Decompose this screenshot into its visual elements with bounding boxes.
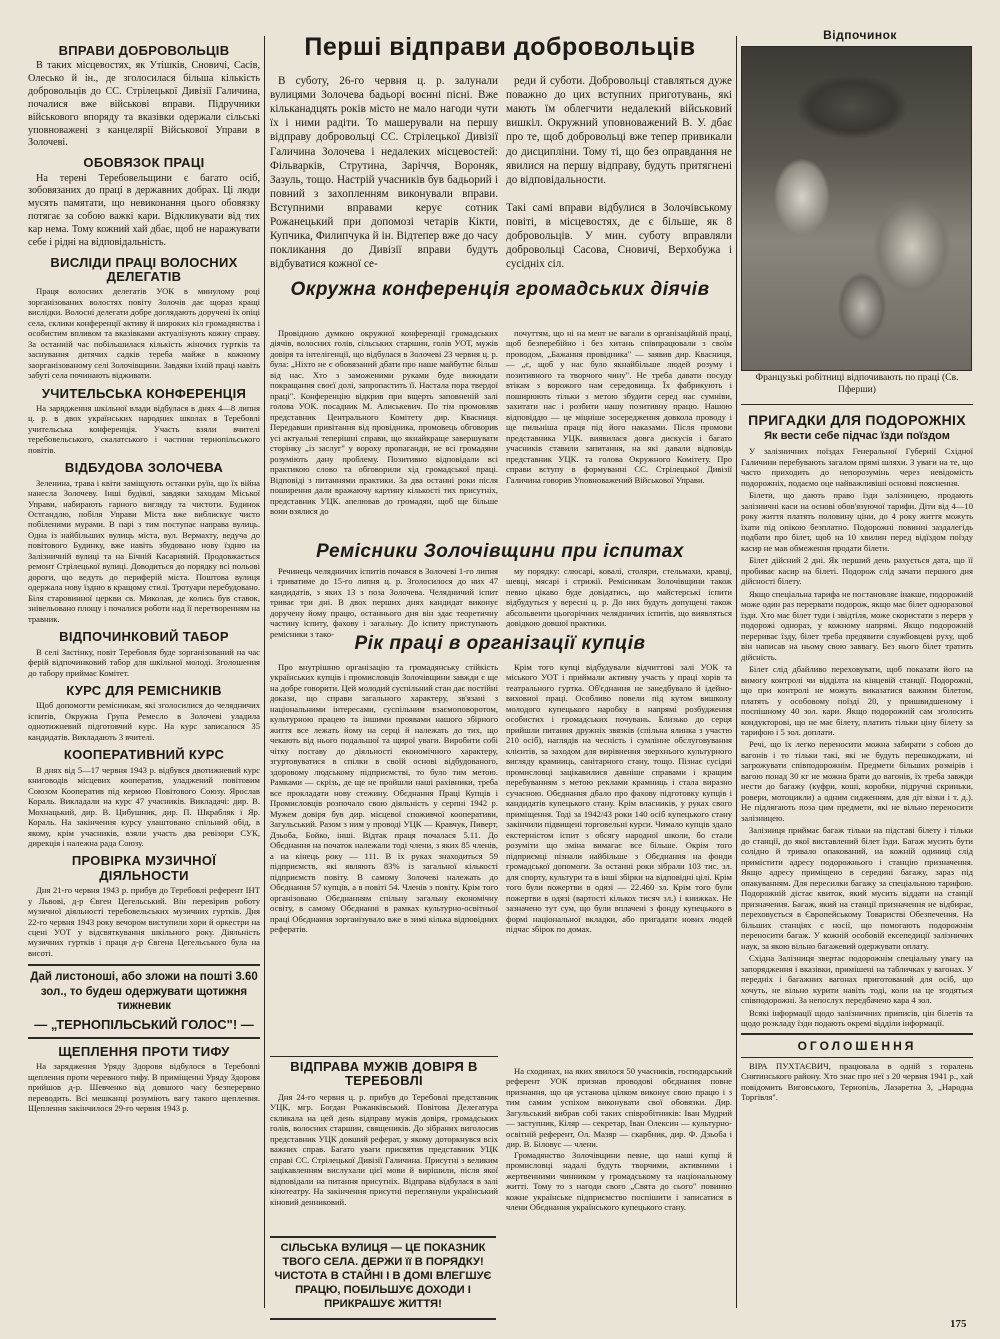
section-text: Дня 21-го червня 1943 р. прибув до Теребовлі референт ІНТ у Львові, д-р Євген Цегельський. Він перевірив роботу музичної діяльності теребовельських музичних гуртків. Дня 22-го червня 1943 року вечором виступили хори й оркестри на сцені УОТ у відсвяткування шкільного року. Діяльність музичних гуртків і праця д-р Євгена Цегельського була на висоті. — [28, 885, 260, 958]
photo-resting-workers — [741, 46, 972, 371]
column-rule — [264, 36, 265, 1308]
section-title: КУРС ДЛЯ РЕМІСНИКІВ — [66, 683, 222, 699]
headline-craftsmen: Ремісники Золочівщини при іспитах — [316, 541, 684, 562]
section-title: УЧИТЕЛЬСЬКА КОНФЕРЕНЦІЯ — [41, 385, 247, 401]
article-volunteers-right: реди й суботи. Добровольці ставляться дуже поважно до цих вступних приготувань, які мають їм облегчити недалекий військовий вишкіл. Окружний уповноважений В. У. дбає про те, щоб добровольці вже тепер привикали до дисципліни. Тому ті, що без оправдання не явилися на першу відправу, будуть притягнені до відповідальности. Такі самі вправи відбулися в Золочівському повіті, в місцевостях, де є більше, як 8 добровольців. У мин. суботу вправляли добровольці Сасова, Сновичі, Верхобужа і сусідніх сіл. — [506, 75, 732, 271]
headline-volunteers: Перші відправи добровольців — [304, 33, 696, 61]
article-merchants-right-3: Громадянство Золочівщини певне, що наші купці й промисловці надалі будуть творчими, активними і жертвенними чинником у громадському та національному житті. Тому то з нагоди свого „Свята до сього" повинно кожне українське підприємство поспішити і записатися в члени Обєднання українського купецького стану. — [506, 1150, 732, 1213]
column-rule — [736, 36, 737, 1308]
article-merchants-right: Крім того купці відбудували відчиттові залі УОК та міського УОТ і приймали активну участь у праці хорів та театрального гуртка. Об'єднання не занедбувало й ідейно-виховної праці. Особливо повели під кутом вишколу молодого купецького наробку в напрямі розбудження особистих і громадських почувань. Близько до серця прийшли питання дружніх звязків (спільна ялинка з участю 210 осіб), наглядів на чесність і сумлінне обслуговування клієнтів, за заходом для вирівнення зверхнього культурного вигляду крамниць, санітарного стану, тощо. Пізнає сусідні промисловці зацікавилися давніше справами і кращим перебуванням з метою реклами крамниць і стала виразно сучасною. Обєднання дбало про фахову підготовку купців і кандидатів купецького стану. Крім власників, у руках свого приміщення. Тоді за 1942/43 роки 140 осіб купецького стану закінчили підвищені торговельні курси. Чимало купців здало екстерністом іспит з обсягу народної школи, бо стали розуміти що зміна вимагає все більше. Окрім того підприємці пізнали найбільше з Обєднання на фонди громадської допомоги. За останні роки зібрали 103 тис. зл. для спорту, культури та в інші збірки на відповідні цілі. Крім того були пожертви в одязі — 22.460 зл. Крім того були пожертви в одязі (вартості кількох тисяч зл.) і книжках. Не зазначено тут сум, що були вплачені з фонду купецького в формі національної вкладки, або пригадати нових людей підчас збірок по домах. — [506, 662, 732, 935]
section-title: ВИСЛІДИ ПРАЦІ ВОЛОСНИХ ДЕЛЕГАТІВ — [50, 254, 238, 284]
section-title: КООПЕРАТИВНИЙ КУРС — [63, 747, 225, 763]
section-title: ВІДПРАВА МУЖІВ ДОВІРЯ В ТЕРЕБОВЛІ — [290, 1059, 478, 1089]
section-text: В селі Застінку, повіт Теребовля буде зорганізований на час ферій відпочинковий табор для шкільної молоді. Зголошення до табору приймає Комітет. — [28, 646, 260, 678]
right-column — [741, 404, 973, 1308]
travel-paragraph: Всякі інформації щодо залізничних приписів, цін білетів та щодо розкладу їзди подають окремі відділи інформації. — [741, 1007, 973, 1029]
travel-paragraph: Білети, що дають право їзди залізницею, продають залізничні каси на основі обов'язуючої тарифи. Діти від 4—10 року життя платять половину ціни, до 4 року життя можуть їхати під опікою безплатно. Подорожні повинні заздалегідь подбати про білет, щоб на 10 хвилин перед відїздом поїзду касир не мав обмеження продати білети. — [741, 490, 973, 553]
article-craftsmen-right: му порядку: слюсарі, ковалі, столяри, стельмахи, кравці, шевці, мясарі і стрижії. Ремісникам Золочівщини також певно цікаво буде довідатись, що майстерські іспити відбудуться у вересні ц. р. До них будуть допущені також абсольвенти цьогорічних челядничих іспитів, що виявляться довідкою довшої практики. — [506, 566, 732, 629]
newspaper-name: — „ТЕРНОПІЛЬСЬКИЙ ГОЛОС"! — — [34, 1016, 254, 1032]
headline-conference: Окружна конференція громадських діячів — [290, 279, 710, 300]
section-title: ВІДПОЧИНКОВИЙ ТАБОР — [59, 629, 229, 645]
section-text: Зеленина, трава і квіти заміщують останки руїн, що їх війна нанесла Золочеву. Інші будівлі, завдяки заходам Міської Управи, набирають гарного вигляду та чистоти. Будинок Остгандлю, побіля Управи Міста вже виблискує чисто побіленими мурами. В парі з тим поступає направа вулиць. Одна із найбільших вулиць міста, вул. Вермахту, ведуча до повітового Будинку, вже навіть збудовано нову їздню на Залізничній вулиці та на Бічній Касарняній. Продовжається ремонт Стрілецької вулиці. Доводиться до порядку всі польові дороги, що ведуть до периферій міста. Поштова вулиця одержала нову їздню в кращому стилі. Тротуари перебудовано. Біля старовинної церкви св. Миколая, де колись був ставок, знівельовано площу і почалися роботи над її перетворенням на травник. — [28, 477, 260, 624]
section-text: Праця волосних делегатів УОК в минулому році зорганізованих волостях повіту Золочів дає щораз кращі вислідки. Волосні делегати добре доглядають доручені їх опіці села, склики конференції активу й широких кіл громадянства і особистим впливом та вказівками актуалізують кожну справу. За останній час побільшилася кількість жіночих гуртків та заснування дитячих садків тереба майже в кожному заорганізованому селі Золочівщини. Завдяки їхній праці навіть забуті села починають відживати. — [28, 286, 260, 381]
article-terebovlya: Дня 24-го червня ц. р. прибув до Теребовлі представник УЦК, мгр. Богдан Рожанківський. Повітова Делегатура скликала на цей день відправу мужів довіря, громадських голів, волосних старшин, священиків. До зібраних виголосив представник УЦК довший реферат, у якому доторкнувся всіх важних справ. Багато уваги присвятив представник УЦК справі СС. Стрілецької Дивізії Галичина. Присутні з великим зацікавленням вислухали цієї мови й вирішили, після якої відповідали на питання присутніх. Відправа відбулася в залі кінотеатру. На закінчення присутні переглянули український кіновий денниковий. — [270, 1092, 498, 1207]
travel-paragraph: У залізничних поїздах Генеральної Губернії Східної Галичини перебувають загалом прямі шляхи. З уваги на те, що часто приходить до непорозумінь через невідомість подорожніх, подаємо оце найважливіші основні пояснення. — [741, 446, 973, 488]
announcements-title: ОГОЛОШЕННЯ — [797, 1038, 917, 1053]
section-title: ЩЕПЛЕННЯ ПРОТИ ТИФУ — [58, 1043, 230, 1059]
article-merchants-left: Про внутрішню організацію та громадянську стійкість українських купців і промисловців Золочівщини завжди є ще на добре говорити. Цей молодий суспільний стан дає постійні докази, що справи загального характеру, зв'язані з національними інтересами, суспільним взаємоповоротом, культурною працею та іншими проявами нашого збірного життя все лежать йому на серці й належать до тих, що чекають від нього подальшої та щирої уваги. Виробити собі чітку поставу до діяльності економічного характеру, згуртовуватися в спілки в своїй основі відбудованого, здоровому людському підприємстві, то було тим метою. Рамками — скрізь, де ще не пройшли наші рахівники, треба все прокладати нову стежину. Обєднання Праці Купців і Промисловців розпочало свою діяльність у серпні 1942 р. Мужем довіря був дир. місцевої споживчої кооперативи, Загульський. Разом з ним у проводі УЦК — Кравчук, Пиверт, Дзьоба, Бойко, інші. Відтак праця почалася 5.11. До Обєднання на початок належали тоді члени, з яких 85 членів, а на кінець року — 111. В їх руках знаходиться 59 підприємств, які являють 83% із загальної кількості підприємств повіту. В самому Золочеві належать до Обєднання 57 купців, а в повіті 54. Членів з повіту. Крім того організовано Обєднанням спільну загальну економічну освіту, в самому Обєднанні в рамках культурно-освітньої праці Обєднання зорганізувало вже в зимі кілька відповідних рефератів. — [270, 662, 498, 935]
section-text: В таких місцевостях, як Утішків, Сновичі, Сасів, Олесько й ін., де зголосилася більша кількість добровольців до СС. Стрілецької Дивізії Галичина, почалися вже військові вправи. Підручники військового впоряду та вказівки одержали сільські уповноважені з канцелярії Військової Управи в Золочеві. — [28, 60, 260, 149]
section-text: На терені Теребовельщини є багато осіб, зобовязаних до праці в державних добрах. Ці люди мусять памятати, що невиконання цього обовязку потягає за собою важкі кари. Відкликувати від тих кар нема. Тому кожний хай дбає, щоб не наражувати себе і рідні на відповідальність. — [28, 172, 260, 248]
travel-paragraph: Східна Залізниця звертає подорожнім спеціальну увагу на запорядження і вказівки, примішені на табличках у вагонах. У передніх і багажних вагонах приготований для осіб, що хочуть, не вільно курити навіть тоді, коли на це згодяться співподорожні. За непослух передбачено кара 4 зол. — [741, 953, 973, 1006]
page-number: 175 — [950, 1318, 967, 1330]
subscription-ad-text: Дай листоноші, або зложи на пошті 3.60 зол., то будеш одержувати щотижня тижневик — [30, 971, 258, 1013]
section-text: В днях від 5—17 червня 1943 р. відбувся двотижневий курс книговодів місцевих кооператив, уладжений повітовим Союзом Кооператив під кермою Повітового Союзу. Ярослав Кораль. Викладали на курс 47 учасників. Викладачі: дир. В. Мохнацький, дир. В. Цибушник, дир. П. Шкрабляк і Яр. Кораль. На закінчення курсу улаштовано спільний обід, в якому, крім учасників, взяли участь два ревізори СУК, дирекція і належна рада Союзу. — [28, 764, 260, 848]
section-title: ВІДБУДОВА ЗОЛОЧЕВА — [64, 460, 224, 476]
travel-paragraph: Якщо спеціальна тарифа не постановляє інакше, подорожній може один раз перервати подорож, якщо має білет одноразової їзди. Хто має білет туди і звідтіля, може скористати з перерв у подорожі однораз, у кожному напрямі. Якщо подорожній перериває їзду, білет треба предявити службовцеві руху, щоб він написав на ньому свою заввагу. Без нього білет тратить дійсність. — [741, 588, 973, 662]
article-conference-right: почуттям, що ні на мент не вагали в організаційній праці, щоб безперебійно і без хитань співпрацювали з своїм проводом, „Бажання провідника" — заявив дир. Квасниця, — „є, щоб у нас було якнайбільше людей розуму і позитивного та творчого чину". Не треба давати посуду втікам з ворожого нам середовища. Їх фабрикують і поширюють тільки з метою збудити серед нас сумніви, захитати нас і розбити нашу позитивну працю. Нашою відповіддю — це міцніше зосередження довкола проводу і ще пильніша праця під його наказами. Після промови представника УЦК. виявилася довга дискусія і багато учасників ставили запитання, на які давали відповідь представник УЦК. та голова Окружного Комітету. Про справи вступу в формуванні СС. Стрілецької Дивізії Галичина говорив Уповноважений Військової Управи. — [506, 328, 732, 485]
article-conference-left: Провідною думкою окружної конференції громадських діячів, волосних голів, сільських старшин, голів УОТ, мужів довіря та інтелігенції, що відбулася в Золочеві 23 червня ц. р. була: „Ніхто не є обовязаний дбати про наше майбутнє більш від нас. Хто з заможеними руками буде вижидати покращання своєї долі, запропастить її. Настала пора твердої праці". Конференцію відкрив при вщерть заповненій залі голова УОК. посадник М. Алиськевич. По тім промовляв представник Центрального Комітету дир. Квасниця. Передавши привітання від провідника, промовець обговорив усі актуальні теперішні справи, що якнайкраще завершувати сторінку „із заслуг" у вороху пропаганди, не всі громадяни розуміють дану проблему. Позитивно відповідали всі практикою слово та обговорили хід громадської праці. Відповіді з питаннями практики. За два останні роки після поширення дали вражаючу картину кількості тих присутніх, представник УЦК. апелював до громадян, щоб ще більше вони взялися до — [270, 328, 498, 517]
travel-paragraph: Білет дійсний 2 дні. Як перший день рахується дата, що її пробиває касир на білеті. Подорож слід зачати першого дня дійсності білету. — [741, 555, 973, 587]
section-text: На зарядження шкільної влади відбулася в днях 4—8 липня ц. р. в двох українських народних школах в Теребовлі учительська конференція. Участь взяли вчителі теребовельського, скалатського і частини тернопільського повітів. — [28, 402, 260, 455]
section-title: ПРОВІРКА МУЗИЧНОЇ ДІЯЛЬНОСТИ — [71, 853, 217, 883]
slogan-box — [270, 1236, 496, 1320]
section-title: ВПРАВИ ДОБРОВОЛЬЦІВ — [58, 43, 230, 58]
travel-title: ПРИГАДКИ ДЛЯ ПОДОРОЖНІХ — [748, 412, 966, 428]
travel-paragraph: Залізниця приймає багаж тільки на підставі білету і тільки до станції, до якої виставлений білет їзди. Багаж мусить бути солідно й тривало опакований, на кожній одиниці слід примістити адресу подорожнього і станцію призначення. Якщо адресу приміщено в середині багажу, зараз під опакуванням. Для пересилки багажу за спеціальною тарифою. Подорожній дістає квиток, який мусить віддати на станції призначення. Багаж, який на станції призначення не відбирає, переховується в Європейському Товаристві Обезпечення. На більших станціях є носії, що помогають подорожнім переносити багаж. У кожній особовій ексепедиції залізничих наук, за якою вільно багажевий одержувати оплату. — [741, 825, 973, 951]
photo-title: Відпочинок — [823, 28, 897, 42]
article-merchants-right-2: На сходинах, на яких явилося 50 учасників, господарський референт УОК признав проводові обєднання повне признання, що ця установа цілком виконує свою працю і з тим самим успіхом виконувати свої обовязки. Дир. Загульський вибрав собі таких співробітників: Іван Мудрий — заступник, Кіляр — секретар, Іван Олексин — культурно-освітній референт, Ол. Мазяр — скарбник, дир. Ф. Дзьоба і дир. В. Біловус — члени. — [506, 1066, 732, 1150]
headline-merchants: Рік праці в організації купців — [354, 633, 646, 654]
travel-paragraph: Речі, що їх легко переносити можна забирати з собою до вагонів і то тільки такі, які не будуть перешкоджати, ні загрожувати співподорожнім. Предмети більших розмірів і вагою понад 30 кг не можна брати до вагонів, їх треба завжди нести до багажу (куфри, коші, коробки, підручні скриньки, ровери, мотоцикли) а одним сидженням, для діт візки і т. д.). Не підлягають поза цим предмети, які не вільно переносити залізницею. — [741, 739, 973, 823]
article-craftsmen-left: Речинець челядничих іспитів почався в Золочеві 1-го липня і триватиме до 15-го липня ц. р. Зголосилося до них 47 кандидатів, з яких 13 з поза Золочева. Челядничий іспит триває три дні. В двох перших днях кандидат виконує доручену йому працю, останнього дня він здає теоретичну частину іспиту, фахову і загальну. До іспиту приступають ремісники з тако- — [270, 566, 498, 639]
announcement-text: ВІРА ПУХТАЄВИЧ, працювала в одній з горалень Снятинського району. Хто знає про неї з 20 червня 1941 р., хай повідомить Виговського, Тернопіль, Лазаретна 3, „Народна Торгівля". — [741, 1060, 973, 1102]
section-text: На зарядження Уряду Здоровя відбулося в Теребовлі щеплення проти черевного тифу. В приміщенні Уряду Здоровя прийшов д-р. Шевченко від довшого часу безперервно переводить. Всі мешканці розуміють вагу такого щеплення. Щеплення закінчилося 29-го червня 1943 р. — [28, 1061, 260, 1114]
section-title: ОБОВЯЗОК ПРАЦІ — [83, 155, 205, 171]
photo-caption: Французькі робітниці відпочивають по праці (Св. Пферши) — [755, 372, 959, 395]
divider — [741, 404, 973, 405]
slogan-text: СІЛЬСЬКА ВУЛИЦЯ — ЦЕ ПОКАЗНИК ТВОГО СЕЛА. ДЕРЖИ її В ПОРЯДКУ! ЧИСТОТА В СТАЙНІ І В ДОМІ ВЛЕГШУЄ ПРАЦЮ, ПОБІЛЬШУЄ ДОХОДИ І ПРИКРАШУЄ ЖИТТЯ! — [274, 1242, 492, 1310]
announcements-header — [741, 1033, 973, 1058]
left-column — [28, 38, 260, 1308]
divider — [270, 1056, 498, 1057]
article-volunteers-left: В суботу, 26-го червня ц. р. залунали вулицями Золочева бадьорі воєнні пісні. Вже кільканадцять років місто не мало нагоди чути їх і ними радіти. То машерували на першу відправу добровольці СС. Стрілецької Дивізії Галичина Золочева і недалеких місцевостей: Фільварків, Струтина, Заріччя, Вороняк, Зазуль, тощо. Настрій учасників був бадьорий і повний з захопленням виконували вправи. Вступними вправами керує сотник Рожанецький при допомозі четарів Кікти, Купчика, Филипчука й ін. Відтепер вже до часу покликання до Дивізії вправи будуть відбуватися кожної се- — [270, 75, 498, 271]
subscription-ad — [28, 964, 260, 1038]
travel-paragraph: Білет слід дбайливо переховувати, щоб показати його на вимогу контролі чи відділта на кінцевій станції. Подорожні, що при контролі не можуть виказатися важним білетом, платять у особовому поїзді 20, у пришвидшеному і поспішному 40 зол. кари. Якщо подорожній сам зголосить кондукторові, що не має білету, платить тільки ціну білету за тарифою і 5 зол. доплати. — [741, 664, 973, 737]
section-text: Щоб допомогти ремісникам, які зголосилися до челядничих іспитів, Окружна Група Ремесло в Золочеві уладила однотижневий підготовчий курс. На курс записалося 35 кандидатів. Викладають 3 вчителі. — [28, 700, 260, 742]
travel-subtitle: Як вести себе підчас їзди поїздом — [764, 430, 950, 443]
